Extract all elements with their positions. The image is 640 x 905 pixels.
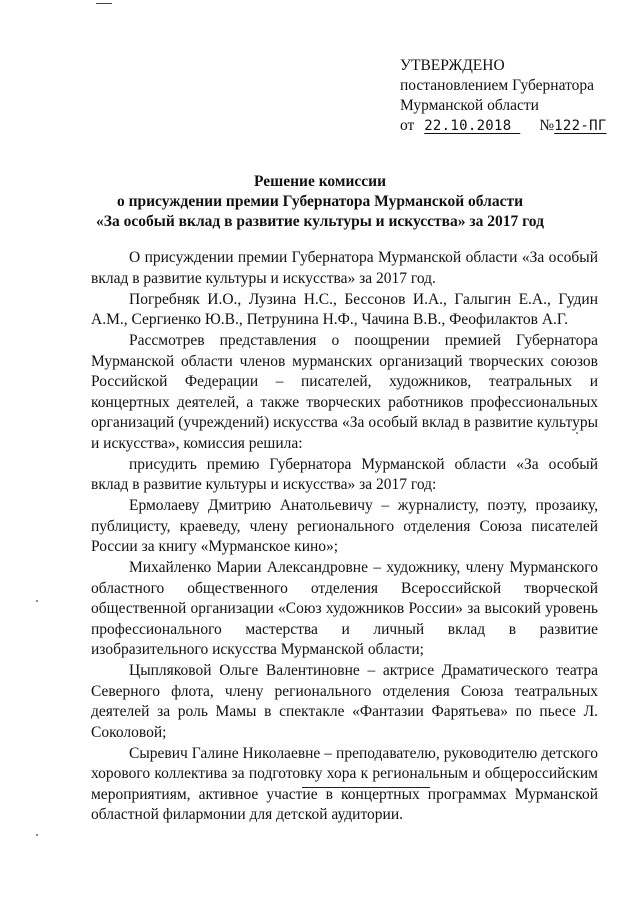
paragraph-laureate-2: Михайленко Марии Александровне – художнику, члену Мурманского областного общественного отделения Всероссийской творческой общественной организации «Союз художников России» за высокий уровень профессионального мастерства и личный вклад в развитие изобразительного искусства Мурманской области; bbox=[91, 559, 598, 658]
closing-separator-line bbox=[302, 787, 430, 788]
approval-stamp bbox=[400, 56, 630, 136]
approval-date: 22.10.2018 bbox=[424, 118, 512, 134]
number-label: № bbox=[539, 117, 555, 134]
approval-number: 122-ПГ bbox=[554, 118, 607, 134]
from-label: от bbox=[400, 117, 415, 134]
document-title bbox=[40, 172, 600, 232]
approval-heading: УТВЕРЖДЕНО bbox=[400, 57, 505, 74]
title-line-3: «За особый вклад в развитие культуры и искусства» за 2017 год bbox=[96, 213, 544, 230]
paragraph-members: Погребняк И.О., Лузина Н.С., Бессонов И.А., Галыгин Е.А., Гудин А.М., Сергиенко Ю.В., Петрунина Н.Ф., Чачина В.В., Феофилактов А.Г. bbox=[91, 290, 598, 328]
paragraph-laureate-3: Цыпляковой Ольге Валентиновне – актрисе Драматического театра Северного флота, члену регионального отделения Союза театральных деятелей за роль Мамы в спектакле «Фантазии Фарятьева» по пьесе Л. Соколовой; bbox=[91, 662, 598, 741]
title-line-1: Решение комиссии bbox=[253, 173, 386, 190]
scan-speck bbox=[576, 432, 578, 434]
scan-mark bbox=[96, 3, 112, 4]
paragraph-laureate-4: Сыревич Галине Николаевне – преподавателю, руководителю детского хорового коллектива за подготовку хора к региональным и общероссийским мероприятиям, активное участие в концертных программах Мурманской областной филармонии для детской аудитории. bbox=[91, 744, 598, 823]
scan-speck bbox=[36, 600, 38, 602]
paragraph-intro: О присуждении премии Губернатора Мурманской области «За особый вклад в развитие культуры и искусства» за 2017 год. bbox=[91, 249, 598, 287]
approval-line-region: Мурманской области bbox=[400, 97, 539, 114]
paragraph-laureate-1: Ермолаеву Дмитрию Анатольевичу – журналисту, поэту, прозаику, публицисту, краеведу, члену регионального отделения Союза писателей России за книгу «Мурманское кино»; bbox=[91, 497, 598, 555]
paragraph-considered: Рассмотрев представления о поощрении премией Губернатора Мурманской области членов мурманских организаций творческих союзов Российской Федерации – писателей, художников, театральных и концертных деятелей, а также творческих работников профессиональных организаций (учреждений) искусства «За особый вклад в развитие культуры и искусства», комиссия решила: bbox=[91, 332, 598, 452]
document-body bbox=[91, 248, 598, 826]
date-underline-gap bbox=[512, 116, 534, 136]
title-line-2: о присуждении премии Губернатора Мурманской области bbox=[116, 193, 524, 210]
approval-date-line bbox=[400, 116, 630, 136]
approval-line-decree: постановлением Губернатора bbox=[400, 77, 595, 94]
paragraph-decision: присудить премию Губернатора Мурманской области «За особый вклад в развитие культуры и искусства» за 2017 год: bbox=[91, 455, 598, 493]
scan-speck bbox=[36, 834, 38, 836]
